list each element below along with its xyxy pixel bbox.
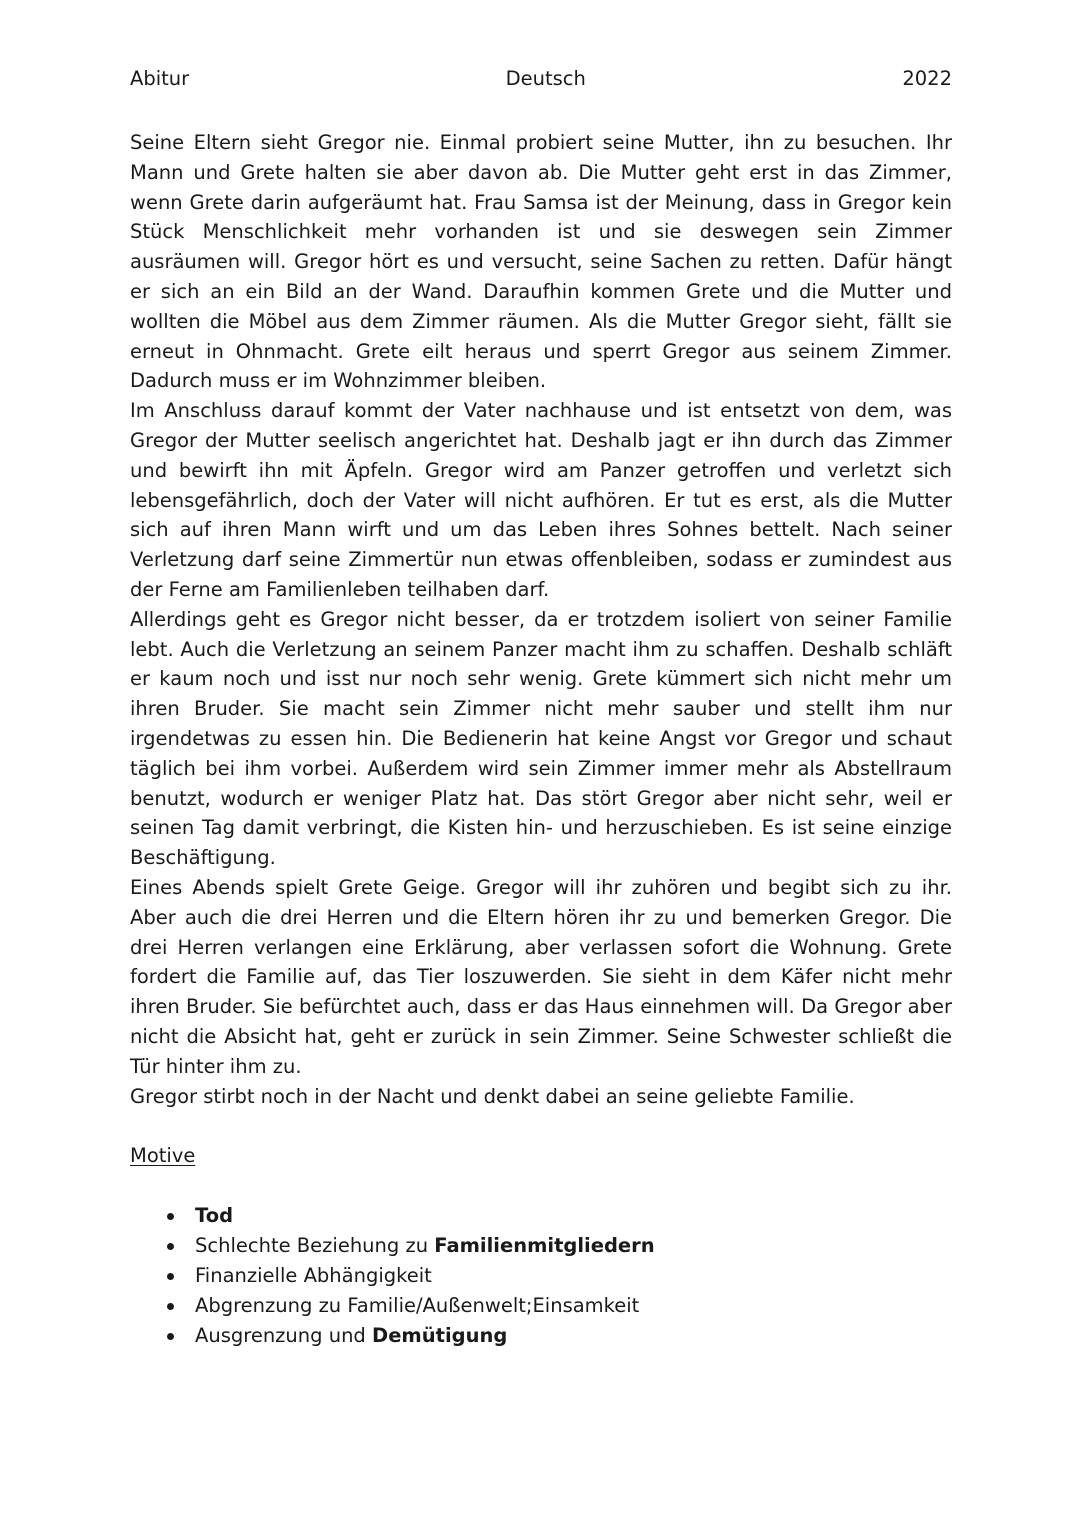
- list-item-text: Ausgrenzung und: [195, 1324, 373, 1348]
- document-page: [130, 64, 952, 1351]
- motive-heading: Motive: [130, 1144, 196, 1168]
- list-item-bold: Tod: [195, 1204, 234, 1228]
- list-item-text: Abgrenzung zu Familie/Außenwelt;Einsamkeit: [195, 1294, 640, 1318]
- list-item-text: Schlechte Beziehung zu: [195, 1234, 435, 1258]
- list-item: [195, 1291, 952, 1321]
- list-item: [195, 1231, 952, 1261]
- body-text: [130, 128, 952, 1111]
- list-item: [195, 1201, 952, 1231]
- list-item-text: Finanzielle Abhängigkeit: [195, 1264, 432, 1288]
- list-item: [195, 1321, 952, 1351]
- paragraph: Eines Abends spielt Grete Geige. Gregor will ihr zuhören und begibt sich zu ihr. Aber auch die drei Herren und die Eltern hören ihr zu und bemerken Gregor. Die drei Herren verlangen eine Erklärung, aber verlassen sofort die Wohnung. Grete fordert die Familie auf, das Tier loszuwerden. Sie sieht in dem Käfer nicht mehr ihren Bruder. Sie befürchtet auch, dass er das Haus einnehmen will. Da Gregor aber nicht die Absicht hat, geht er zurück in sein Zimmer. Seine Schwester schließt die Tür hinter ihm zu.: [130, 875, 952, 1078]
- paragraph: Gregor stirbt noch in der Nacht und denkt dabei an seine geliebte Familie.: [130, 1084, 855, 1108]
- list-item: [195, 1261, 952, 1291]
- list-item-bold: Demütigung: [372, 1324, 508, 1348]
- header-left: Abitur: [130, 67, 190, 90]
- header-center: Deutsch: [505, 67, 586, 90]
- motive-list: [130, 1201, 952, 1351]
- page-header: [130, 64, 952, 94]
- paragraph: Allerdings geht es Gregor nicht besser, da er trotzdem isoliert von seiner Familie lebt. Auch die Verletzung an seinem Panzer macht ihm zu schaffen. Deshalb schläft er kaum noch und isst nur noch sehr wenig. Grete kümmert sich nicht mehr um ihren Bruder. Sie macht sein Zimmer nicht mehr sauber und stellt ihm nur irgendetwas zu essen hin. Die Bedienerin hat keine Angst vor Gregor und schaut täglich bei ihm vorbei. Außerdem wird sein Zimmer immer mehr als Abstellraum benutzt, wodurch er weniger Platz hat. Das stört Gregor aber nicht sehr, weil er seinen Tag damit verbringt, die Kisten hin- und herzuschieben. Es ist seine einzige Beschäftigung.: [130, 607, 952, 870]
- header-right: 2022: [902, 67, 952, 90]
- paragraph: Seine Eltern sieht Gregor nie. Einmal probiert seine Mutter, ihn zu besuchen. Ihr Mann und Grete halten sie aber davon ab. Die Mutter geht erst in das Zimmer, wenn Grete darin aufgeräumt hat. Frau Samsa ist der Meinung, dass in Gregor kein Stück Menschlichkeit mehr vorhanden ist und sie deswegen sein Zimmer ausräumen will. Gregor hört es und versucht, seine Sachen zu retten. Dafür hängt er sich an ein Bild an der Wand. Daraufhin kommen Grete und die Mutter und wollten die Möbel aus dem Zimmer räumen. Als die Mutter Gregor sieht, fällt sie erneut in Ohnmacht. Grete eilt heraus und sperrt Gregor aus seinem Zimmer. Dadurch muss er im Wohnzimmer bleiben.: [130, 131, 952, 393]
- paragraph: Im Anschluss darauf kommt der Vater nachhause und ist entsetzt von dem, was Gregor der Mutter seelisch angerichtet hat. Deshalb jagt er ihn durch das Zimmer und bewirft ihn mit Äpfeln. Gregor wird am Panzer getroffen und verletzt sich lebensgefährlich, doch der Vater will nicht aufhören. Er tut es erst, als die Mutter sich auf ihren Mann wirft und um das Leben ihres Sohnes bettelt. Nach seiner Verletzung darf seine Zimmertür nun etwas offenbleiben, sodass er zumindest aus der Ferne am Familienleben teilhaben darf.: [130, 399, 952, 601]
- list-item-bold: Familienmitgliedern: [434, 1234, 655, 1258]
